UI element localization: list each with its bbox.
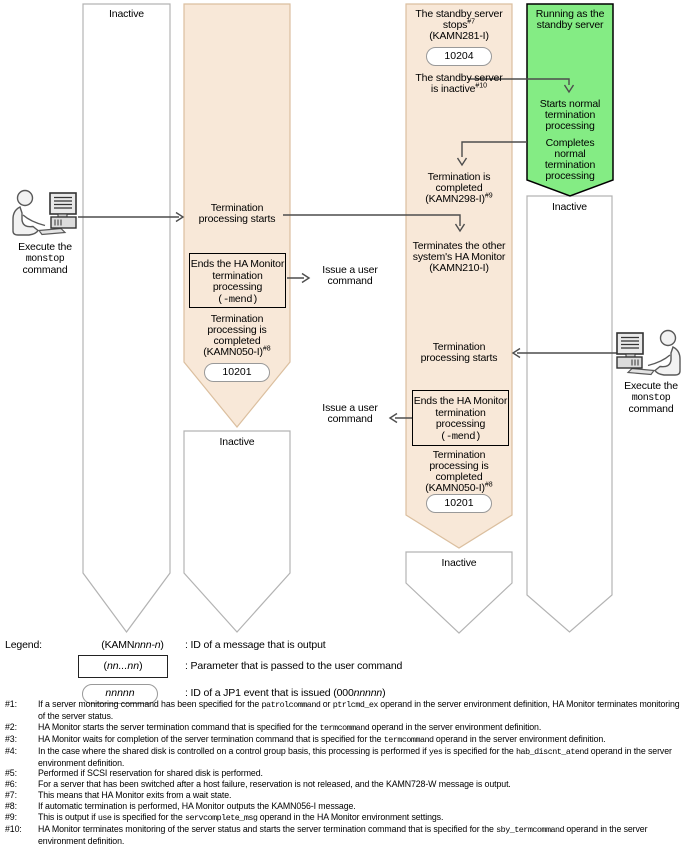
footnote-row (5, 768, 687, 779)
col2-standby-inactive (411, 73, 507, 95)
col2-jp1-event-id-top: 10204 (426, 47, 492, 66)
col2-termination-is-completed (411, 172, 507, 205)
execute-monstop-label-left (4, 242, 86, 276)
footnote-plain: operand in the server environment definition. (38, 823, 648, 846)
footnote-code: use (97, 813, 112, 824)
footnote-plain: is specified for the (442, 745, 517, 756)
footnote-row (5, 801, 687, 812)
operator-at-computer-icon (13, 191, 76, 236)
issue-user-command-label-1: Issue a user command (322, 264, 378, 287)
legend-desc-post: ) (382, 687, 386, 699)
footnote-text (38, 790, 687, 801)
footnote-row (5, 812, 687, 824)
completed-text: Termination processing is completed (KAMN050-I) (203, 313, 267, 358)
footnote-plain: operand in the HA Monitor environment settings. (257, 812, 444, 823)
legend-message-id-sample (85, 640, 180, 651)
execute-line1: Execute the (18, 241, 72, 253)
footnote-row (5, 824, 687, 847)
footnote-label: #9: (5, 812, 17, 823)
col2-termination-starts: Termination processing starts (420, 341, 498, 364)
legend-sample-italic: nnn-n (134, 639, 161, 651)
footnote-label: #10: (5, 823, 22, 834)
footnote-ref: #8 (262, 345, 271, 353)
footnote-ref: #8 (484, 481, 493, 489)
legend-sample-post: ) (160, 639, 164, 651)
footnote-plain: If automatic termination is performed, HA Monitor outputs the KAMN056-I message. (38, 801, 356, 812)
footnote-label: #5: (5, 768, 17, 779)
standby-inactive-column (527, 196, 612, 632)
footnote-row (5, 699, 687, 722)
remote-inactive-label: Inactive (441, 557, 477, 569)
footnote-label: #3: (5, 733, 17, 744)
green-running-standby-title: Running as the standby server (535, 8, 605, 31)
footnote-row (5, 746, 687, 769)
footnote-text (38, 722, 687, 734)
legend-message-id-desc: : ID of a message that is output (185, 639, 326, 651)
legend-parameter-desc: : Parameter that is passed to the user command (185, 660, 403, 672)
execute-line2: command (22, 264, 68, 276)
footnote-plain: Performed if SCSI reservation for shared disk is performed. (38, 768, 263, 779)
completed-text: Termination processing is completed (KAMN050-I) (425, 449, 489, 494)
footnotes (5, 699, 687, 847)
standby-inactive-text: The standby server is inactive (415, 72, 503, 95)
footnote-plain: or (320, 699, 333, 709)
green-completes-normal-termination: Completes normal termination processing (544, 137, 596, 182)
footnote-text (38, 734, 687, 746)
legend-sample-italic: nn...nn (106, 660, 140, 672)
footnote-plain: This means that HA Monitor exits from a wait state. (38, 790, 232, 801)
execute-monstop-label-right (610, 381, 691, 415)
completed1-text: Termination is completed (KAMN298-I) (425, 171, 491, 205)
local-inactive-column (184, 431, 290, 632)
stops-message-id: (KAMN281-I) (429, 30, 489, 42)
footnote-text (38, 779, 687, 790)
footnote-plain: HA Monitor waits for completion of the server termination command that is specified for the (38, 733, 384, 744)
footnote-code: patrolcommand (261, 700, 321, 710)
legend-jp1-event-desc (185, 688, 585, 699)
footnote-plain: In the case where the shared disk is controlled on a control group basis, this processing is performed if (38, 745, 429, 756)
col2-terminates-other: Terminates the other system's HA Monitor (KAMN210-I) (412, 240, 506, 274)
ends-ha-monitor-text: Ends the HA Monitor termination processing (190, 258, 285, 293)
standby-inactive-label: Inactive (552, 201, 587, 213)
footnote-row (5, 734, 687, 746)
footnote-code: termcommand (383, 734, 434, 745)
footnote-plain: is specified for the (111, 812, 185, 823)
legend-desc-italic: nnnnn (353, 687, 383, 699)
col2-ends-ha-monitor-box (412, 390, 509, 446)
footnote-code: termcommand (319, 722, 370, 733)
footnote-label: #6: (5, 779, 17, 790)
footnote-ref: #7 (467, 18, 476, 26)
footnote-ref: #9 (484, 192, 493, 200)
footnote-plain: operand in the server environment definition. (433, 733, 606, 744)
footnote-code: ptrlcmd_ex (332, 700, 378, 710)
col2-jp1-event-id: 10201 (426, 494, 492, 513)
ends-ha-monitor-text: Ends the HA Monitor termination processing (413, 395, 508, 430)
footnote-code: servcomplete_msg (184, 813, 258, 824)
legend-title: Legend: (5, 639, 42, 651)
col1-ends-ha-monitor-box (189, 253, 286, 308)
green-starts-normal-termination: Starts normal termination processing (539, 98, 601, 132)
footnote-label: #2: (5, 721, 17, 732)
col1-jp1-event-id: 10201 (204, 363, 270, 382)
footnote-row (5, 722, 687, 734)
col1-termination-completed (189, 314, 285, 358)
monstop-command: monstop (631, 393, 671, 404)
footnote-text (38, 801, 687, 812)
footnote-text (38, 768, 687, 779)
footnote-code: hab_discnt_atend (516, 746, 589, 757)
left-inactive-column (83, 4, 170, 632)
footnote-row (5, 779, 687, 790)
footnote-plain: For a server that has been switched after a host failure, reservation is not released, and the KAMN728-W message is output. (38, 779, 511, 790)
footnote-label: #8: (5, 801, 17, 812)
mend-option: (-mend) (440, 430, 481, 443)
footnote-text (38, 699, 687, 722)
footnote-text (38, 746, 687, 769)
footnote-row (5, 790, 687, 801)
footnote-plain: operand in the server environment definition. (369, 721, 542, 732)
footnote-plain: If a server monitoring command has been specified for the (38, 699, 262, 709)
stops-text: The standby server stops (415, 8, 503, 31)
footnote-plain: operand in the server environment definition. (38, 745, 672, 768)
footnote-ref: #10 (475, 82, 488, 90)
footnote-text (38, 824, 687, 847)
legend-sample-pre: ( (103, 660, 107, 672)
footnote-plain: HA Monitor terminates monitoring of the server status and starts the server termination command that is specified for the (38, 823, 497, 834)
monstop-command: monstop (25, 254, 65, 265)
footnote-plain: operand in the server environment definition, HA Monitor terminates monitoring of the server status. (38, 699, 680, 721)
local-inactive-label: Inactive (219, 436, 255, 448)
footnote-label: #7: (5, 790, 17, 801)
col2-termination-completed (411, 450, 507, 494)
footnote-plain: HA Monitor starts the server termination command that is specified for the (38, 721, 320, 732)
col2-standby-stops (411, 9, 507, 42)
legend-desc-pre: : ID of a JP1 event that is issued (000 (185, 687, 354, 699)
footnote-text (38, 812, 687, 824)
footnote-label: #1: (5, 699, 17, 709)
issue-user-command-label-2: Issue a user command (322, 402, 378, 425)
operator-at-computer-icon (617, 331, 680, 376)
col1-termination-starts: Termination processing starts (198, 202, 276, 225)
execute-line2: command (628, 403, 674, 415)
footnote-plain: This is output if (38, 812, 98, 823)
legend-sample-italic: nnnnn (105, 687, 135, 699)
legend-parameter-sample (78, 655, 168, 678)
footnote-code: yes (428, 746, 443, 757)
legend-sample-pre: (KAMN (101, 639, 135, 651)
legend-sample-post: ) (139, 660, 143, 672)
left-inactive-label: Inactive (109, 8, 144, 20)
execute-line1: Execute the (624, 380, 678, 392)
mend-option: (-mend) (217, 293, 258, 306)
footnote-label: #4: (5, 745, 17, 756)
footnote-code: sby_termcommand (496, 824, 565, 835)
